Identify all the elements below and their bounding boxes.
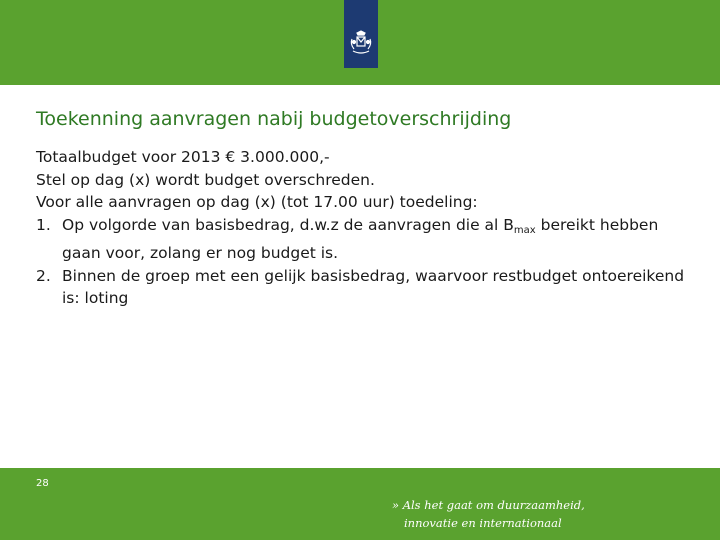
slogan-line-2: innovatie en internationaal (404, 516, 562, 530)
emblem-banner (344, 0, 378, 68)
list-item-text-part1: Op volgorde van basisbedrag, d.w.z de aanvragen die al B (62, 215, 514, 234)
slide-body (36, 146, 696, 310)
body-line-overrun: Stel op dag (x) wordt budget overschreden. (36, 170, 375, 189)
body-line-budget: Totaalbudget voor 2013 € 3.000.000,- (36, 148, 330, 166)
page-title: Toekenning aanvragen nabij budgetoverschrijding (36, 108, 512, 130)
subscript-max: max (513, 224, 536, 236)
list-number: 2. (36, 266, 51, 285)
list-number: 1. (36, 215, 51, 234)
list-item-text: Binnen de groep met een gelijk basisbedrag, waarvoor restbudget ontoereikend is: loting (62, 266, 685, 307)
footer-slogan (392, 496, 585, 532)
list-item (36, 265, 696, 310)
header-bar (0, 0, 720, 85)
list-item-text-part2: bereikt hebben gaan voor, zolang er nog budget is. (62, 215, 659, 262)
list-item (36, 214, 696, 265)
footer-bar (0, 468, 720, 540)
body-line-allocation: Voor alle aanvragen op dag (x) (tot 17.00 uur) toedeling: (36, 193, 478, 211)
list-item-text (62, 214, 696, 265)
page-number: 28 (36, 478, 49, 489)
slogan-line-1: » Als het gaat om duurzaamheid, (392, 498, 585, 512)
